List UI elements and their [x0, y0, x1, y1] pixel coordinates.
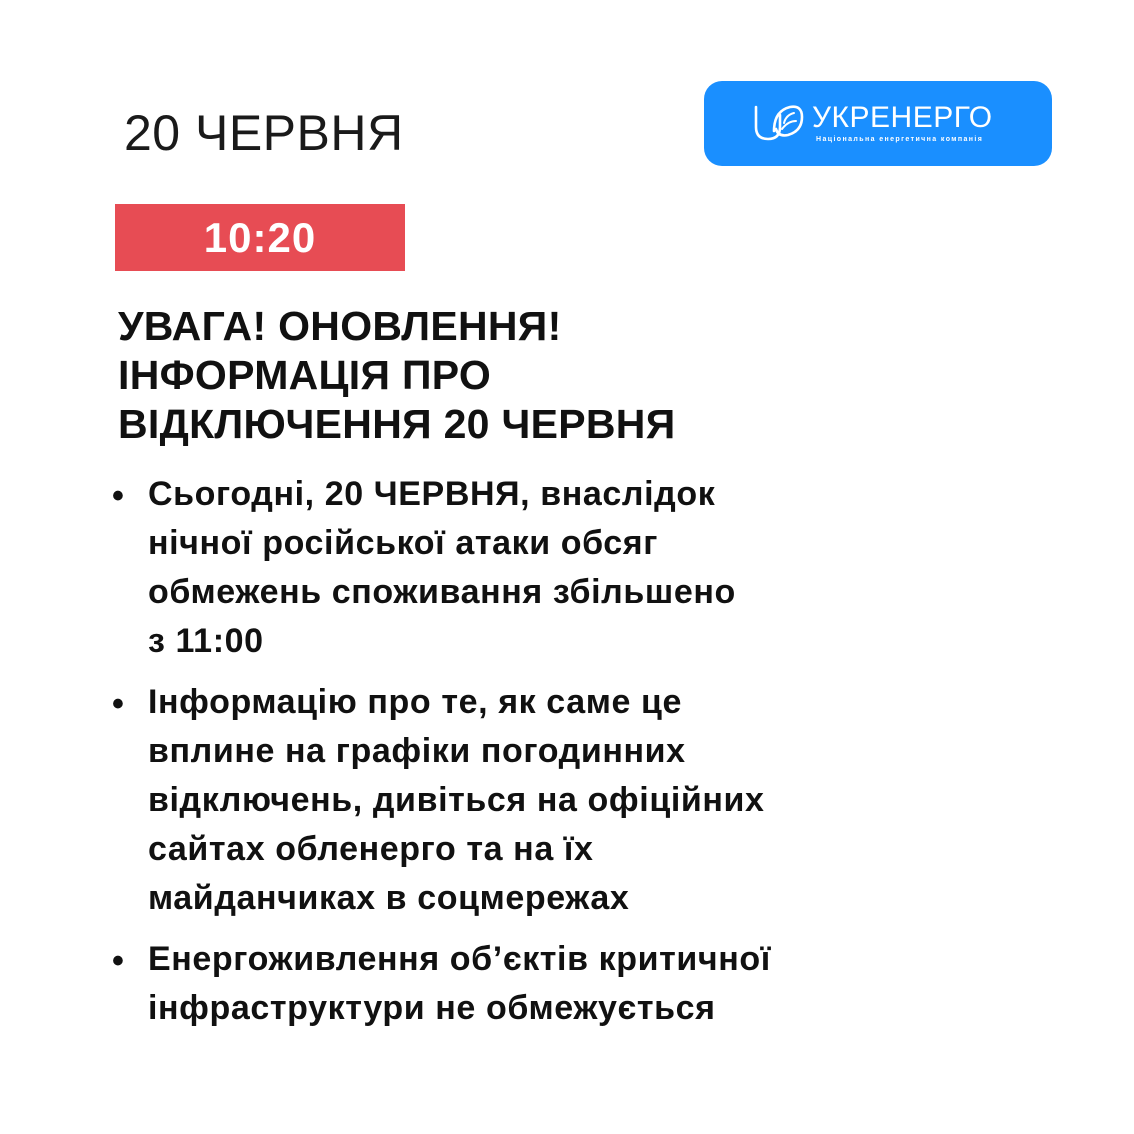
info-bullet-list — [106, 470, 906, 1045]
bullet-text-line: з 11:00 — [148, 622, 264, 660]
date-heading: 20 ЧЕРВНЯ — [124, 105, 404, 161]
alert-title-line: ІНФОРМАЦІЯ ПРО — [118, 352, 492, 398]
bullet-dot-icon: • — [112, 685, 124, 723]
bullet-text-line: Інформацію про те, як саме це — [148, 683, 683, 721]
bullet-text-line: майданчиках в соцмережах — [148, 879, 630, 917]
bullet-dot-icon: • — [112, 942, 124, 980]
company-logo — [704, 81, 1052, 166]
list-item — [106, 935, 906, 1033]
alert-title-line: ВІДКЛЮЧЕННЯ 20 ЧЕРВНЯ — [118, 401, 676, 447]
bullet-text-line: сайтах обленерго та на їх — [148, 830, 594, 868]
bullet-text-line: Сьогодні, 20 ЧЕРВНЯ, внаслідок — [148, 475, 716, 513]
bullet-text-line: нічної російської атаки обсяг — [148, 524, 659, 562]
bullet-text-line: відключень, дивіться на офіційних — [148, 781, 765, 819]
bullet-text-line: вплине на графіки погодинних — [148, 732, 686, 770]
bullet-text-line: інфраструктури не обмежується — [148, 989, 716, 1027]
time-badge: 10:20 — [115, 204, 405, 271]
ukrenergo-logo-icon — [752, 101, 806, 143]
bullet-dot-icon: • — [112, 477, 124, 515]
alert-title — [118, 302, 898, 449]
logo-name: УКРЕНЕРГО — [812, 101, 993, 134]
list-item — [106, 678, 906, 923]
bullet-text-line: обмежень споживання збільшено — [148, 573, 736, 611]
alert-title-line: УВАГА! ОНОВЛЕННЯ! — [118, 303, 562, 349]
bullet-text-line: Енергоживлення об’єктів критичної — [148, 940, 771, 978]
logo-tagline: Національна енергетична компанія — [816, 136, 984, 143]
list-item — [106, 470, 906, 666]
